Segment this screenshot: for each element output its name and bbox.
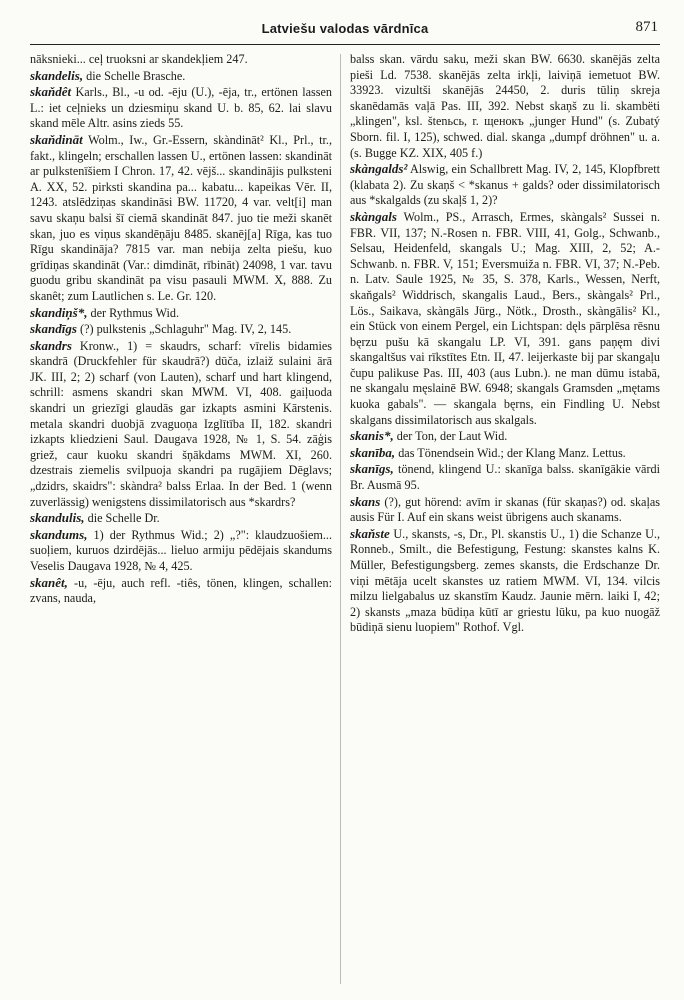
entry-headword: skandiņš*, xyxy=(30,304,88,320)
entry-definition: tönend, klingend U.: skanīga balss. skanīgākie vārdi Br. Ausmā 95. xyxy=(350,462,660,493)
dictionary-entry xyxy=(350,209,660,428)
entry-definition: Karls., Bl., -u od. -ēju (U.), -ēja, tr., ertönen lassen L.: iet ceļnieks un dziesmiņu skand U. b. 85, 62. lai slavu skand mēle Altr. asins zieds 55. xyxy=(30,85,332,131)
entry-definition: Wolm., Iw., Gr.-Essern, skàndināt² Kl., Prl., tr., fakt., klingeln; erschallen lassen U., ertönen lassen: skandināt ar pulkstenīšiem I Chron. 17, 42. vējš... skandinājis pulksteni A. XX, 52. pirksti skandina pa... kabatu... kapeikas Vēr. II, 1243. atslēdziņas skandināsi BW. 11720, 4 var. velt[i] man savu skaņu balsi šī ciemā skandināt 847. juo tie meži skanēt skan, juo es viņus skandēņāju 8485. skanēj[a] Rīga, kas tuo Rīgu skandināja? 7815 var. man nebija zelta piešu, kuo grīdiņas skandināt (Var.: dimdināt, rībināt) 24098, 1 var. tavu guodu gribu skandināt pa visu pasauli MWM. X, 888. Zu skanêt; zum Lautlichen s. Le. Gr. 120. xyxy=(30,132,332,303)
column-divider xyxy=(340,54,341,984)
dictionary-entry xyxy=(350,445,660,462)
right-column xyxy=(350,52,660,992)
entry-definition: 1) der Rythmus Wid.; 2) „?": klaudzuošiem... suoļiem, kuruos dzirdējās... lieluo armiju pēdējais skandums Veselis Daugava 1928, № 4, 425. xyxy=(30,527,332,573)
dictionary-entry xyxy=(30,321,332,338)
left-column xyxy=(30,52,332,992)
entry-definition: die Schelle Dr. xyxy=(84,511,160,526)
entry-definition: der Ton, der Laut Wid. xyxy=(393,429,508,444)
entry-headword: skanis*, xyxy=(350,428,394,444)
dictionary-entry xyxy=(350,161,660,209)
dictionary-entry xyxy=(30,575,332,607)
dictionary-entry xyxy=(30,338,332,511)
dictionary-entry xyxy=(350,428,660,445)
dictionary-entry xyxy=(30,68,332,85)
entry-definition: -u, -ēju, auch refl. -tiês, tönen, klingen, schallen: zvans, nauda, xyxy=(30,575,332,606)
entry-headword: skaňdêt xyxy=(30,84,72,100)
entry-headword: skaňste xyxy=(350,525,390,541)
dictionary-entry xyxy=(350,52,660,161)
dictionary-entry xyxy=(30,52,332,68)
dictionary-entry xyxy=(30,527,332,575)
dictionary-entry xyxy=(30,132,332,305)
entry-headword: skanêt, xyxy=(30,574,68,590)
page-header xyxy=(30,18,660,45)
dictionary-entry xyxy=(30,84,332,132)
entry-headword: skaňdināt xyxy=(30,131,83,147)
entry-definition: Alswig, ein Schallbrett Mag. IV, 2, 145, Klopfbrett (klabata 2). Zu skaņš < *skanus + galds? oder dissimilatorisch aus *skalgalds (zu skaļš 1, 2)? xyxy=(350,162,660,208)
entry-headword: skandulis, xyxy=(30,510,85,526)
entry-definition: U., skansts, -s, Dr., Pl. skanstis U., 1) die Schanze U., Ronneb., Smilt., die Befestigung, Festung: skanstes kalns K. Müller, Befestigungsberg. zemes skansts, die Erdschanze Dr. viņi mētāja ucelt skanstes uz ratiem MWM. VI, 134. vilcis milzu lielgabalus uz skanstīm Kaudz. Jaunie mērn. laiki I, 42; 2) skansts „maza būdiņa kūtī ar griestu lūku, pa kuo nuogāž būdiņā sienu luopiem" Rothof. Vgl. xyxy=(350,526,660,635)
entry-headword: skàngalds² xyxy=(350,161,408,177)
entry-definition: nāksnieki... ceļ truoksni ar skandekļiem 247. xyxy=(30,52,248,66)
entry-headword: skandrs xyxy=(30,337,72,353)
entry-headword: skandums, xyxy=(30,526,88,542)
entry-headword: skandīgs xyxy=(30,321,77,337)
dictionary-entry xyxy=(350,494,660,526)
dictionary-entry xyxy=(30,510,332,527)
entry-definition: der Rythmus Wid. xyxy=(87,305,180,320)
entry-definition: (?), gut hörend: avīm ir skanas (für skaņas?) od. skaļas ausis Für I. Auf ein skans weist übrigens auch skanams. xyxy=(350,494,660,525)
running-head: Latviešu valodas vārdnīca xyxy=(261,21,429,36)
entry-definition: (?) pulkstenis „Schlaguhr" Mag. IV, 2, 145. xyxy=(76,322,292,337)
entry-headword: skandelis, xyxy=(30,67,84,83)
entry-headword: skàngals xyxy=(350,208,397,224)
entry-headword: skans xyxy=(350,493,381,509)
entry-definition: balss skan. vārdu saku, meži skan BW. 6630. skanējās zelta pieši Ld. 7538. skanējās zelta irkļi, laiviņā iemetuot BW. 33923. vizultši skanējās 24450, 2. duris tūliņ skreja skanēdamās vaļā Pas. III, 392. Nebst skaņš zu li. skambëti „klingen", ksl. štenьсь, r. щенокъ „junger Hund" (s. Zubatý Sborn. fil. I, 125), schwed. dial. skanga „dumpf dröhnen" u. a. (s. Bugge KZ. XIX, 405 f.) xyxy=(350,52,660,160)
page-number: 871 xyxy=(635,19,658,35)
entry-definition: Kronw., 1) = skaudrs, scharf: vīrelis bidamies skandrā (Druckfehler für skaudrā?) dūča, izlaiž sulaini ārā JK. III, 2; 2) scharf (von Lauten), scharf und hart klingend, schrill: asmens skandri skan MWM. VI, 408. gaiļuoda skandri un griezīgi glaudās gar izkapts asmini Kārstenis. metala skandri duobjā zvaguoņa Izglītība II, 182. skandri izkapts kliedzieni Saul. Daugava 1928, № 1, S. 54. zāģis griež, caur kuoku skandri šņākdams MWM. XI, 260. dzestrais ziemelis svilpuoja skandri pa rugājiem Dēglavs; „dzidrs, skaidrs": skàndra² balss Erlaa. In der Bed. 1 (wenn zuverlässig) wenigstens dissimilatorisch aus *skardrs? xyxy=(30,338,332,509)
entry-headword: skanība, xyxy=(350,444,396,460)
entry-definition: die Schelle Brasche. xyxy=(83,68,186,83)
entry-headword: skanīgs, xyxy=(350,461,394,477)
dictionary-entry xyxy=(350,461,660,493)
entry-definition: das Tönendsein Wid.; der Klang Manz. Lettus. xyxy=(395,445,626,460)
dictionary-entry xyxy=(30,305,332,322)
dictionary-entry xyxy=(350,526,660,636)
entry-definition: Wolm., PS., Arrasch, Ermes, skàngals² Sussei n. FBR. VII, 137; N.-Rosen n. FBR. VIII, 41, Golg., Schwanb., Selsau, Heidenfeld, skangals U.; Mag. XIII, 2, 52; A.-Schwanb. n. FBR. V, 151; Eversmuiža n. FBR. VI, 37; N.-Peb. n. Latv. Saule 1925, № 35, S. 378, Karls., Wessen, Nerft, skaňgals² Widdrisch, skangalis Laud., Bers., skàngals² Prl., Lös., Saikava, skàngāls Jürg., Nötk., Drosth., skàngālis² Kl., ein Stück von einem Pergel, ein Lichtspan: dęls pārplēsa rēsnu bęrzu pušu kā skangalu LP. VI, 391. gans paņęm divi skangaltšus vai rīkstītes Etn. II, 47. leijerkaste bij par skangaļu čupu palikuse Pas. III, 403 (aus Lubn.). ne man dūmu istabā, ne skangalu męslainē BW. 6948; skangals Gramsden „mętams kuoka gabals". — skangala bęrns, ein Findling U. Nebst skalgans dissimilatorisch aus skalgals. xyxy=(350,209,660,427)
